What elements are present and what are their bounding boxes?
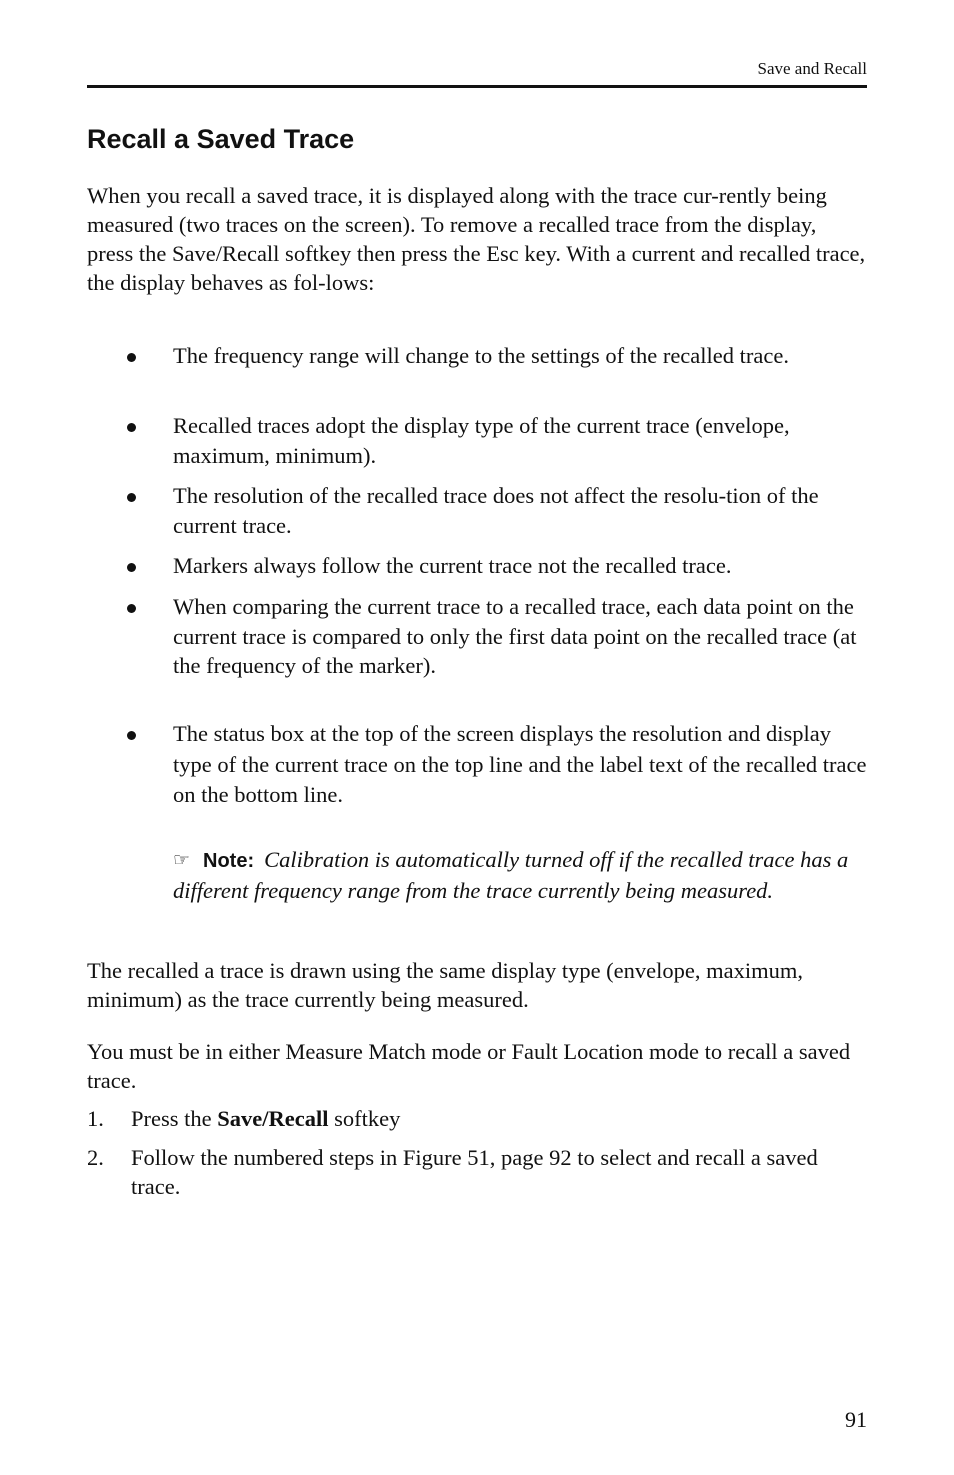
- note-text: Calibration is automatically turned off if the recalled trace has a different frequency range from the trace currently being measured.: [173, 847, 849, 903]
- bullet-text: When comparing the current trace to a recalled trace, each data point on the current trace is compared to only the first data point on the recalled trace (at the frequency of the marker).: [173, 594, 857, 678]
- bullet-item: [127, 411, 872, 471]
- bullet-item: [127, 341, 872, 371]
- bullet-text: The resolution of the recalled trace does not affect the resolu-tion of the current trace.: [173, 483, 819, 538]
- bullet-icon: [127, 604, 136, 613]
- step-number: 2.: [87, 1145, 104, 1170]
- running-header: Save and Recall: [757, 59, 867, 78]
- note-label: Note:: [203, 850, 255, 872]
- bullet-text: Markers always follow the current trace not the recalled trace.: [173, 553, 732, 578]
- step-item: [87, 1143, 867, 1201]
- page-number: 91: [845, 1407, 867, 1432]
- body-paragraph: You must be in either Measure Match mode or Fault Location mode to recall a saved trace.: [87, 1039, 851, 1093]
- step-text: [131, 1143, 867, 1201]
- bullet-icon: [127, 731, 136, 740]
- step-text-before: Press the: [131, 1106, 218, 1131]
- bullet-icon: [127, 423, 136, 432]
- step-text-after: softkey: [328, 1106, 401, 1131]
- softkey-name: Save/Recall: [217, 1106, 329, 1131]
- header-rule: [87, 85, 867, 88]
- step-item: [87, 1104, 867, 1133]
- bullet-icon: [127, 493, 136, 502]
- pointing-hand-icon: ☞: [173, 849, 191, 871]
- note-block: [173, 845, 863, 905]
- bullet-item: [127, 481, 872, 541]
- bullet-item: [127, 592, 872, 681]
- bullet-icon: [127, 353, 136, 362]
- body-paragraph: The recalled a trace is drawn using the same display type (envelope, maximum, minimum) as the trace currently being measured.: [87, 958, 804, 1012]
- bullet-icon: [127, 563, 136, 572]
- intro-paragraph: When you recall a saved trace, it is displayed along with the trace cur-rently being measured (two traces on the screen). To remove a recalled trace from the display, press the Save/Recall softkey then press the Esc key. With a current and recalled trace, the display behaves as fol-lows:: [87, 183, 866, 295]
- bullet-item: [127, 719, 872, 811]
- bullet-text: Recalled traces adopt the display type of the current trace (envelope, maximum, minimum).: [173, 413, 790, 468]
- step-number: 1.: [87, 1106, 104, 1131]
- bullet-text: The frequency range will change to the settings of the recalled trace.: [173, 343, 789, 368]
- section-title: Recall a Saved Trace: [87, 124, 355, 154]
- bullet-text: The status box at the top of the screen displays the resolution and display type of the current trace on the top line and the label text of the recalled trace on the bottom line.: [173, 721, 867, 807]
- step-text-before: Follow the numbered steps in Figure 51, page 92 to select and recall a saved trace.: [131, 1145, 818, 1199]
- step-text: [131, 1104, 867, 1133]
- bullet-item: [127, 551, 872, 581]
